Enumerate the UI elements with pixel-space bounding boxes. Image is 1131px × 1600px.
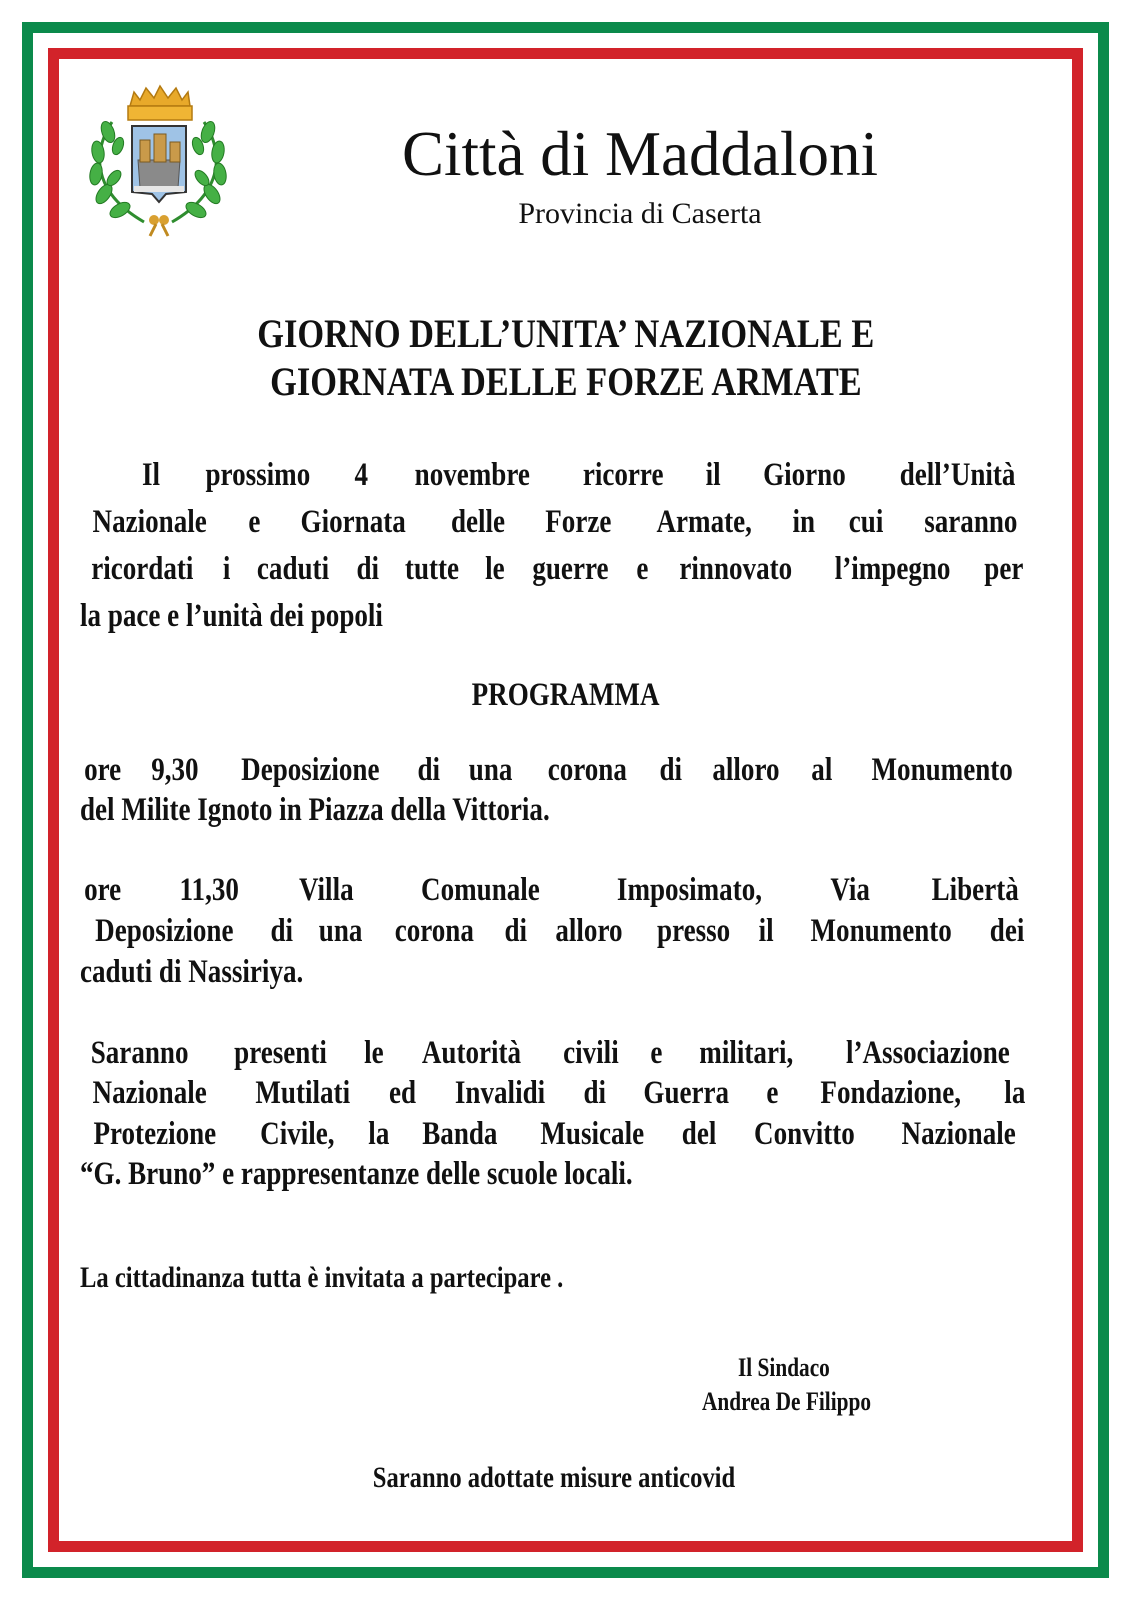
word: corona: [547, 752, 627, 788]
word: Autorità: [421, 1035, 521, 1071]
programma-item-line: caduti di Nassiriya.: [80, 954, 304, 990]
word: ore: [84, 752, 122, 788]
province-subtitle: Provincia di Caserta: [518, 197, 762, 230]
word: Villa: [299, 872, 355, 908]
word: Deposizione: [240, 752, 380, 788]
intro-line: [80, 549, 1028, 589]
word: di: [583, 1075, 607, 1111]
programma-title-text: PROGRAMMA: [471, 677, 660, 713]
word: l’Associazione: [846, 1035, 1010, 1071]
word: dell’Unità: [899, 457, 1016, 493]
word: alloro: [712, 752, 780, 788]
word: ricorre: [582, 457, 664, 493]
word: e: [635, 551, 648, 587]
word: Invalidi: [455, 1075, 546, 1111]
intro-line: [80, 502, 1028, 542]
word: Comunale: [420, 872, 540, 908]
word: Guerra: [643, 1075, 730, 1111]
word: Giorno: [763, 457, 846, 493]
word: saranno: [924, 504, 1018, 540]
word: il: [705, 457, 721, 493]
intro-line: la pace e l’unità dei popoli: [80, 598, 383, 634]
word: Musicale: [540, 1116, 644, 1152]
word: alloro: [555, 913, 623, 949]
word: Armate,: [656, 504, 752, 540]
word: Nazionale: [901, 1116, 1016, 1152]
word: Mutilati: [255, 1075, 351, 1111]
word: Forze: [545, 504, 612, 540]
attendees-line: [80, 1114, 1028, 1154]
word: Il: [141, 457, 161, 493]
word: Civile,: [260, 1116, 336, 1152]
word: delle: [450, 504, 505, 540]
word: la: [1004, 1075, 1026, 1111]
coat-of-arms-icon: [82, 82, 232, 237]
word: Giornata: [300, 504, 406, 540]
signature-name: Andrea De Filippo: [702, 1387, 872, 1416]
word: ore: [84, 872, 122, 908]
word: Banda: [422, 1116, 498, 1152]
word: dei: [989, 913, 1025, 949]
programma-title: [0, 675, 1131, 715]
word: presenti: [234, 1035, 327, 1071]
word: in: [792, 504, 815, 540]
word: Deposizione: [95, 913, 234, 949]
event-heading-line-1: [0, 310, 1131, 358]
word: di: [417, 752, 441, 788]
word: ricordati: [91, 551, 194, 587]
word: civili: [562, 1035, 619, 1071]
word: e: [765, 1075, 778, 1111]
word: Imposimato,: [616, 872, 762, 908]
word: guerre: [532, 551, 609, 587]
word: Monumento: [871, 752, 1013, 788]
word: Saranno: [90, 1035, 189, 1071]
word: rinnovato: [679, 551, 792, 587]
city-title: Città di Maddaloni: [402, 119, 878, 189]
attendees-line: [80, 1033, 1028, 1073]
event-heading-line-2: [0, 358, 1131, 406]
word: al: [810, 752, 832, 788]
word: di: [504, 913, 527, 949]
word: del: [681, 1116, 717, 1152]
heading-text: GIORNATA DELLE FORZE ARMATE: [269, 359, 862, 404]
word: di: [659, 752, 682, 788]
word: presso: [657, 913, 731, 949]
word: ed: [389, 1075, 417, 1111]
word: di: [270, 913, 293, 949]
word: l’impegno: [834, 551, 951, 587]
word: le: [364, 1035, 384, 1071]
programma-item-line: [80, 911, 1028, 951]
word: Libertà: [931, 872, 1019, 908]
word: 4: [354, 457, 369, 493]
intro-line: [140, 455, 1028, 495]
word: corona: [394, 913, 475, 949]
word: le: [484, 551, 505, 587]
word: tutte: [405, 551, 460, 587]
word: cui: [848, 504, 884, 540]
word: Via: [829, 872, 870, 908]
invitation-text: La cittadinanza tutta è invitata a partecipare .: [80, 1261, 564, 1294]
word: una: [318, 913, 363, 949]
programma-item-line: [80, 750, 1028, 790]
word: 11,30: [179, 872, 240, 908]
heading-text: GIORNO DELL’UNITA’ NAZIONALE E: [256, 311, 875, 356]
programma-item-line: del Milite Ignoto in Piazza della Vittoria.: [80, 792, 550, 828]
word: Convitto: [754, 1116, 855, 1152]
word: Monumento: [810, 913, 952, 949]
signature-role: Il Sindaco: [738, 1353, 830, 1382]
word: una: [469, 752, 513, 788]
attendees-line: [80, 1073, 1028, 1113]
word: caduti: [256, 551, 329, 587]
word: Fondazione,: [820, 1075, 962, 1111]
word: la: [368, 1116, 390, 1152]
anticovid-note: [0, 1458, 1119, 1498]
word: prossimo: [205, 457, 311, 493]
attendees-line: “G. Bruno” e rappresentanze delle scuole locali.: [80, 1156, 633, 1192]
programma-item-line: [80, 870, 1028, 910]
word: e: [650, 1035, 663, 1071]
word: i: [222, 551, 231, 587]
word: Nazionale: [92, 1075, 207, 1111]
word: e: [248, 504, 261, 540]
word: Protezione: [93, 1116, 217, 1152]
anticovid-note-text: Saranno adottate misure anticovid: [372, 1461, 735, 1494]
word: 9,30: [151, 752, 200, 788]
word: per: [984, 551, 1024, 587]
word: di: [356, 551, 380, 587]
word: novembre: [414, 457, 530, 493]
word: il: [758, 913, 774, 949]
word: militari,: [699, 1035, 793, 1071]
word: Nazionale: [92, 504, 207, 540]
